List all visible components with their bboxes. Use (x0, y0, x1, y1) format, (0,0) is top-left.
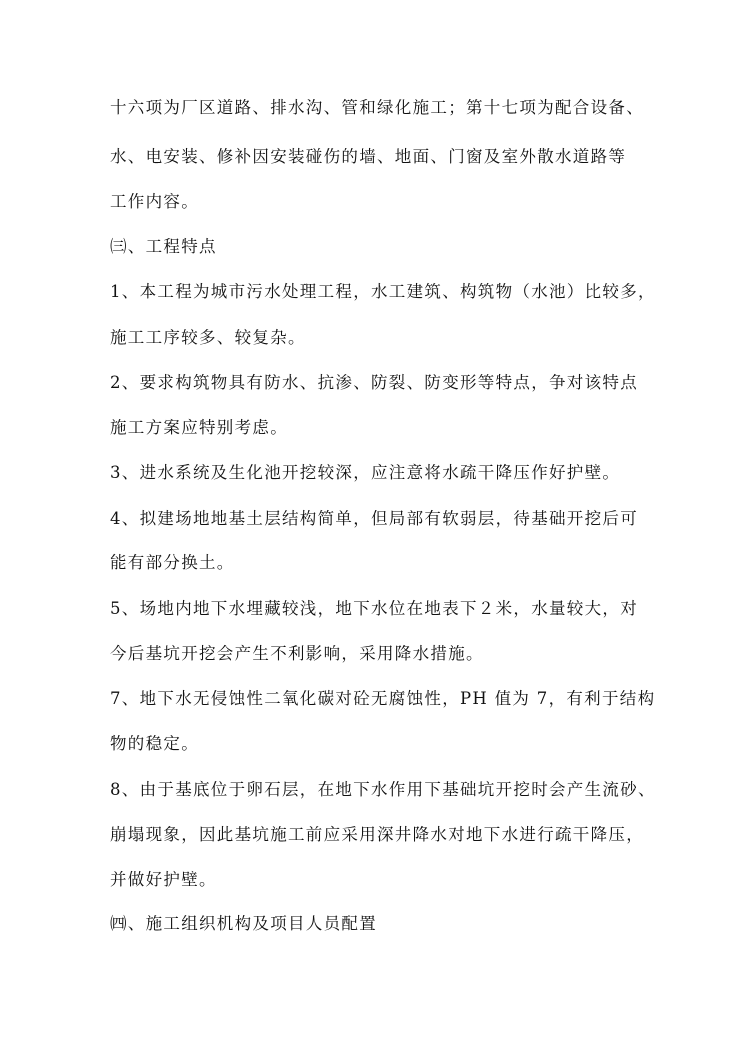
text-line-9: 3、进水系统及生化池开挖较深，应注意将水疏干降压作好护壁。 (110, 463, 621, 482)
text-line-10: 4、拟建场地地基土层结构简单，但局部有软弱层，待基础开挖后可 (110, 509, 638, 528)
text-line-8: 施工方案应特别考虑。 (110, 418, 288, 437)
text-line-18: 并做好护壁。 (110, 870, 217, 889)
text-line-1: 十六项为厂区道路、排水沟、管和绿化施工；第十七项为配合设备、 (110, 98, 644, 117)
section-heading-3: ㈢、工程特点 (110, 237, 217, 256)
text-line-16: 8、由于基底位于卵石层，在地下水作用下基础坑开挖时会产生流砂、 (110, 780, 656, 799)
text-line-3: 工作内容。 (110, 192, 199, 211)
text-line-7: 2、要求构筑物具有防水、抗渗、防裂、防变形等特点，争对该特点 (110, 373, 638, 392)
text-line-6: 施工工序较多、较复杂。 (110, 328, 306, 347)
text-line-13: 今后基坑开挖会产生不利影响，采用降水措施。 (110, 644, 484, 663)
text-line-14: 7、地下水无侵蚀性二氧化碳对砼无腐蚀性，PH 值为 7，有利于结构 (110, 689, 656, 708)
section-heading-4: ㈣、施工组织机构及项目人员配置 (110, 914, 377, 933)
text-line-11: 能有部分换土。 (110, 553, 235, 572)
text-line-5: 1、本工程为城市污水处理工程，水工建筑、构筑物（水池）比较多， (110, 282, 656, 301)
text-line-12: 5、场地内地下水埋藏较浅，地下水位在地表下２米，水量较大，对 (110, 599, 638, 618)
text-line-17: 崩塌现象，因此基坑施工前应采用深井降水对地下水进行疏干降压， (110, 825, 644, 844)
text-line-15: 物的稳定。 (110, 734, 199, 753)
text-line-2: 水、电安装、修补因安装碰伤的墙、地面、门窗及室外散水道路等 (110, 147, 627, 166)
